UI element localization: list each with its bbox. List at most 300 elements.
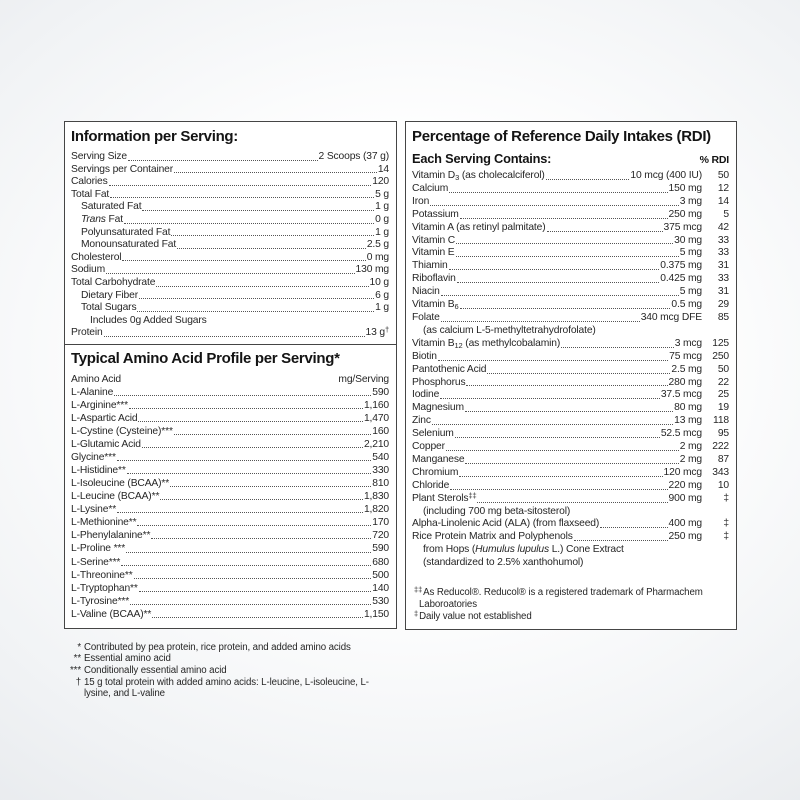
label-segment: Selenium xyxy=(412,428,454,440)
dot-leader xyxy=(446,450,679,451)
rdi-value: 25 xyxy=(717,389,729,401)
label-segment: (including 700 mg beta-sitosterol) xyxy=(423,505,571,517)
row-label xyxy=(412,209,459,222)
row-label xyxy=(412,389,439,402)
dot-leader xyxy=(134,578,372,579)
row-label xyxy=(71,608,151,621)
row-label xyxy=(81,214,123,227)
row-label xyxy=(71,399,128,412)
rdi-row xyxy=(412,196,729,209)
rdi-value: 12 xyxy=(717,182,729,194)
row-value: 250 mg xyxy=(668,208,702,220)
label-segment: Monounsaturated Fat xyxy=(81,239,177,251)
dot-leader xyxy=(126,552,371,553)
row-value: 2 mg xyxy=(679,441,702,453)
label-segment: L-Glutamic Acid xyxy=(71,439,141,451)
each-serving-label: Each Serving Contains: xyxy=(412,151,552,166)
label-segment: (as methylcobalamin) xyxy=(462,337,561,349)
row-label xyxy=(90,315,207,328)
amino-row xyxy=(71,386,389,399)
rdi-row xyxy=(412,377,729,390)
amino-panel-title: Typical Amino Acid Profile per Serving* xyxy=(71,349,340,367)
label-segment: Potassium xyxy=(412,208,459,220)
row-value: 0.425 mg xyxy=(660,273,702,285)
row-label xyxy=(81,201,141,214)
row-value: 80 mg xyxy=(674,402,702,414)
footnote-text: As Reducol®. Reducol® is a registered trademark of Pharmachem Laboroatories xyxy=(419,587,703,610)
row-label xyxy=(71,529,150,542)
amino-row xyxy=(71,503,389,516)
label-segment: 12 xyxy=(454,340,463,350)
row-value: 37.5 mcg xyxy=(660,389,702,401)
rdi-row xyxy=(412,351,729,364)
label-segment: L-Leucine (BCAA)** xyxy=(71,491,160,503)
row-value: 1,820 xyxy=(363,504,389,516)
label-segment: L-Isoleucine (BCAA)** xyxy=(71,478,170,490)
label-segment: Humulus lupulus xyxy=(475,544,550,556)
rdi-box xyxy=(405,121,737,630)
label-segment: Includes 0g Added Sugars xyxy=(90,314,207,326)
row-value: 720 xyxy=(372,530,389,542)
rdi-value: ‡ xyxy=(723,492,729,504)
label-segment: Vitamin B xyxy=(412,337,455,349)
dot-leader xyxy=(142,447,363,448)
row-label xyxy=(71,451,116,464)
label-segment: Chromium xyxy=(412,466,459,478)
left-column xyxy=(64,121,397,700)
row-label xyxy=(412,544,624,557)
rdi-row xyxy=(412,480,729,493)
dot-leader xyxy=(432,424,673,425)
percent-rdi-label: % RDI xyxy=(699,154,729,166)
row-value: 0.5 mg xyxy=(671,299,702,311)
dot-leader xyxy=(114,395,371,396)
nutrition-info-box xyxy=(64,121,397,629)
rdi-row xyxy=(412,312,729,325)
row-value: 30 mg xyxy=(674,234,702,246)
label-segment: 3 xyxy=(455,173,460,182)
rdi-panel-title: Percentage of Reference Daily Intakes (RDI) xyxy=(412,128,711,145)
dot-leader xyxy=(466,385,667,386)
footnote-text: Contributed by pea protein, rice protein, and added amino acids xyxy=(84,641,351,653)
info-row xyxy=(71,252,389,265)
rdi-row xyxy=(412,273,729,286)
row-value: 13 g† xyxy=(365,325,389,339)
footnote xyxy=(64,665,397,677)
label-segment: Serving Size xyxy=(71,151,128,162)
row-label xyxy=(412,273,456,286)
row-value: 10 g xyxy=(369,276,389,288)
info-row xyxy=(71,327,389,340)
row-value: 680 xyxy=(372,556,389,568)
rdi-row xyxy=(412,222,729,235)
dot-leader xyxy=(441,321,640,322)
dot-leader xyxy=(137,525,371,526)
dot-leader xyxy=(449,192,667,193)
amino-row xyxy=(71,425,389,438)
info-row xyxy=(71,189,389,202)
amino-column-headers xyxy=(71,373,389,386)
dot-leader xyxy=(124,223,374,224)
footnote-marker: † xyxy=(75,676,81,688)
amino-row xyxy=(71,529,389,542)
row-value: 590 xyxy=(372,543,389,555)
footnote-text: Essential amino acid xyxy=(84,653,171,665)
dot-leader xyxy=(156,286,368,287)
row-value: 6 g xyxy=(375,289,389,301)
label-segment: (as calcium L-5-methyltetrahydrofolate) xyxy=(423,324,596,336)
info-row xyxy=(71,277,389,290)
label-segment: 6 xyxy=(454,302,459,312)
info-row xyxy=(71,315,389,328)
dot-leader xyxy=(117,512,363,513)
dot-leader xyxy=(547,231,663,232)
row-label xyxy=(81,239,176,252)
rdi-row xyxy=(412,544,729,557)
amino-row xyxy=(71,477,389,490)
rdi-subheader xyxy=(412,151,729,168)
row-value: 280 mg xyxy=(668,376,702,388)
label-segment: L-Alanine xyxy=(71,386,114,398)
rdi-value: 10 xyxy=(717,479,729,491)
rdi-row xyxy=(412,557,729,570)
row-label xyxy=(71,569,133,582)
rdi-row xyxy=(412,454,729,467)
dot-leader xyxy=(561,347,674,348)
amino-col-value: mg/Serving xyxy=(338,373,389,385)
dot-leader xyxy=(138,421,363,422)
amino-row xyxy=(71,569,389,582)
rdi-value: 33 xyxy=(717,247,729,259)
row-label xyxy=(71,386,113,399)
label-segment: Zinc xyxy=(412,415,431,427)
dot-leader xyxy=(127,473,372,474)
left-footnotes xyxy=(64,642,397,700)
label-segment: L-Phenylalanine** xyxy=(71,530,151,542)
dot-leader xyxy=(177,248,366,249)
row-value: 1 g xyxy=(375,226,389,238)
label-segment: Saturated Fat xyxy=(81,201,142,213)
label-segment: Total Sugars xyxy=(81,302,137,314)
row-label xyxy=(71,477,169,490)
amino-row xyxy=(71,399,389,412)
label-segment: Glycine*** xyxy=(71,452,116,464)
rdi-row xyxy=(412,183,729,196)
row-label xyxy=(412,377,465,390)
row-value: 375 mcg xyxy=(663,221,702,233)
dot-leader xyxy=(139,591,371,592)
row-value: 340 mcg DFE xyxy=(640,311,702,323)
row-label xyxy=(71,438,141,451)
dot-leader xyxy=(104,336,365,337)
row-label xyxy=(71,582,138,595)
label-segment: Vitamin E xyxy=(412,247,455,259)
label-segment: Calories xyxy=(71,176,108,188)
dot-leader xyxy=(449,269,660,270)
row-value: 160 xyxy=(372,426,389,438)
dot-leader xyxy=(459,476,662,477)
info-row xyxy=(71,214,389,227)
amino-col-label: Amino Acid xyxy=(71,373,122,385)
info-panel-title: Information per Serving: xyxy=(71,128,238,145)
dot-leader xyxy=(117,460,371,461)
rdi-value: 42 xyxy=(717,221,729,233)
right-column xyxy=(405,121,737,700)
rdi-row xyxy=(412,490,729,506)
label-segment: Polyunsaturated Fat xyxy=(81,226,171,238)
rdi-value: 343 xyxy=(712,466,729,478)
row-value: 10 mcg (400 IU) xyxy=(630,170,702,181)
row-label xyxy=(412,196,429,209)
row-label xyxy=(412,299,459,312)
row-label xyxy=(412,260,448,273)
row-label xyxy=(412,531,573,544)
label-segment: L-Tryptophan** xyxy=(71,582,138,594)
rdi-row xyxy=(412,235,729,248)
label-segment: Trans xyxy=(81,213,109,225)
row-value: 5 mg xyxy=(679,286,702,298)
footnote-marker: * xyxy=(77,641,81,653)
row-value: 1,470 xyxy=(363,413,389,424)
value-superscript: † xyxy=(384,325,389,335)
info-row xyxy=(71,176,389,189)
row-label xyxy=(412,247,455,260)
row-label xyxy=(81,290,138,303)
label-segment: L-Methionine** xyxy=(71,517,137,529)
rdi-value: 118 xyxy=(713,415,729,427)
rdi-value: 50 xyxy=(717,363,729,375)
rdi-row xyxy=(412,247,729,260)
footnote-marker: ** xyxy=(73,653,81,665)
row-label xyxy=(412,286,440,299)
row-value: 3 mcg xyxy=(674,337,702,349)
row-value: 2,210 xyxy=(363,439,389,451)
row-value: 2 mg xyxy=(679,453,702,465)
row-value: 140 xyxy=(372,582,389,594)
row-label xyxy=(412,415,431,428)
rdi-value: 19 xyxy=(717,402,729,414)
row-value: 1,830 xyxy=(363,491,389,503)
label-segment: Calcium xyxy=(412,182,449,194)
amino-row xyxy=(71,608,389,621)
row-value: 130 mg xyxy=(355,264,389,276)
rdi-value: 85 xyxy=(717,311,729,323)
row-label xyxy=(71,151,127,164)
row-label xyxy=(412,170,545,183)
label-segment: Thiamin xyxy=(412,260,448,272)
row-label xyxy=(71,425,173,438)
label-segment: Sodium xyxy=(71,264,106,276)
rdi-value: 250 xyxy=(712,350,729,362)
rdi-value: 31 xyxy=(717,260,729,272)
label-segment: Plant Sterols xyxy=(412,492,469,504)
label-segment: Pantothenic Acid xyxy=(412,363,487,375)
rdi-value: 87 xyxy=(717,453,729,465)
dot-leader xyxy=(139,298,374,299)
amino-row xyxy=(71,451,389,464)
amino-row xyxy=(71,464,389,477)
dot-leader xyxy=(574,540,668,541)
row-value: 1 g xyxy=(375,302,389,314)
dot-leader xyxy=(457,282,660,283)
row-value: 0 mg xyxy=(366,251,389,263)
row-value: 13 mg xyxy=(674,415,702,427)
footnote-marker: ‡‡ xyxy=(414,585,423,595)
row-value: 75 mcg xyxy=(669,350,702,362)
row-value: 2.5 mg xyxy=(671,363,702,375)
rdi-value: 14 xyxy=(717,195,729,207)
row-value: 900 mg xyxy=(668,492,702,504)
row-value: 0 g xyxy=(375,213,389,225)
rdi-rows xyxy=(412,170,729,570)
row-label xyxy=(71,176,108,189)
row-label xyxy=(71,327,103,340)
info-row xyxy=(71,264,389,277)
label-segment: (standardized to 2.5% xanthohumol) xyxy=(423,557,584,569)
dot-leader xyxy=(130,604,371,605)
row-value: 2 Scoops (37 g) xyxy=(318,151,389,162)
row-label xyxy=(71,189,109,202)
rdi-row xyxy=(412,467,729,480)
info-row xyxy=(71,227,389,240)
label-segment: Rice Protein Matrix and Polyphenols xyxy=(412,531,573,543)
row-label xyxy=(71,412,137,425)
row-value: 52.5 mcg xyxy=(660,428,702,440)
row-label xyxy=(412,351,437,364)
row-label xyxy=(71,556,120,569)
rdi-row xyxy=(412,415,729,428)
row-label xyxy=(71,542,125,555)
rdi-row xyxy=(412,441,729,454)
rdi-row xyxy=(412,389,729,402)
label-segment: Fat xyxy=(108,213,123,225)
rdi-row xyxy=(412,299,729,312)
rdi-value: 31 xyxy=(717,286,729,298)
row-label xyxy=(412,490,477,506)
dot-leader xyxy=(121,565,371,566)
footnote xyxy=(64,653,397,665)
rdi-value: 125 xyxy=(712,337,729,349)
row-value: 540 xyxy=(372,452,389,464)
label-segment: Dietary Fiber xyxy=(81,289,138,301)
footnote-marker: *** xyxy=(69,664,81,676)
label-segment: L-Lysine** xyxy=(71,504,117,516)
rdi-value: 95 xyxy=(717,428,729,440)
dot-leader xyxy=(174,434,371,435)
label-segment: Total Fat xyxy=(71,188,110,200)
row-label xyxy=(412,557,583,570)
amino-row xyxy=(71,582,389,595)
label-segment: Riboflavin xyxy=(412,273,456,285)
row-label xyxy=(412,428,454,441)
row-value: 400 mg xyxy=(668,518,702,530)
label-segment: L-Histidine** xyxy=(71,465,126,477)
dot-leader xyxy=(160,499,363,500)
label-segment: Vitamin C xyxy=(412,234,456,246)
dot-leader xyxy=(129,408,363,409)
dot-leader xyxy=(128,160,318,161)
dot-leader xyxy=(170,486,371,487)
label-segment: Niacin xyxy=(412,286,440,298)
dot-leader xyxy=(142,210,374,211)
label-segment: Iron xyxy=(412,195,430,207)
dot-leader xyxy=(110,197,374,198)
label-segment: L-Proline *** xyxy=(71,543,126,555)
row-value: 3 mg xyxy=(679,195,702,207)
dot-leader xyxy=(465,463,678,464)
label-segment: Copper xyxy=(412,441,445,453)
label-segment: L-Valine (BCAA)** xyxy=(71,608,152,620)
label-segment: L-Arginine*** xyxy=(71,399,129,411)
row-value: 5 mg xyxy=(679,247,702,259)
rdi-value: 33 xyxy=(717,234,729,246)
rdi-row xyxy=(412,170,729,183)
label-segment: from Hops ( xyxy=(423,544,476,556)
dot-leader xyxy=(465,411,673,412)
rdi-value: 50 xyxy=(717,170,729,181)
dot-leader xyxy=(122,260,365,261)
rdi-value: 29 xyxy=(717,299,729,311)
row-value: 1,150 xyxy=(363,608,389,620)
rdi-row xyxy=(412,338,729,351)
row-label xyxy=(71,277,155,290)
label-segment: L-Cystine (Cysteine)*** xyxy=(71,426,173,438)
row-label xyxy=(412,312,440,325)
footnote xyxy=(64,642,397,654)
amino-row xyxy=(71,438,389,451)
row-label xyxy=(81,227,170,240)
row-value: 2.5 g xyxy=(366,239,389,251)
row-value: 120 xyxy=(372,176,389,188)
footnote-text: 15 g total protein with added amino acids: L-leucine, L-isoleucine, L-lysine, and L-valine xyxy=(84,676,369,700)
dot-leader xyxy=(487,373,670,374)
dot-leader xyxy=(450,489,667,490)
row-value: 1 g xyxy=(375,201,389,213)
footnote-text: Daily value not established xyxy=(419,610,532,622)
label-segment: Iodine xyxy=(412,389,440,401)
dot-leader xyxy=(546,179,630,180)
label-segment: Biotin xyxy=(412,350,437,362)
row-label xyxy=(412,235,455,248)
rdi-footnote xyxy=(412,587,729,611)
dot-leader xyxy=(460,218,668,219)
row-label xyxy=(71,503,116,516)
footnote-text: Conditionally essential amino acid xyxy=(84,664,227,676)
rdi-row xyxy=(412,402,729,415)
label-segment: Vitamin B xyxy=(412,299,455,311)
row-label xyxy=(412,325,596,338)
row-label xyxy=(412,222,546,235)
row-value: 5 g xyxy=(375,188,389,200)
row-value: 170 xyxy=(372,517,389,529)
amino-row xyxy=(71,595,389,608)
label-segment: Folate xyxy=(412,311,440,323)
dot-leader xyxy=(109,185,372,186)
row-label xyxy=(71,264,105,277)
row-value: 150 mg xyxy=(668,182,702,194)
row-label xyxy=(71,490,159,503)
label-segment: L-Aspartic Acid xyxy=(71,413,138,424)
label-segment: L.) Cone Extract xyxy=(549,544,624,556)
row-label xyxy=(412,518,599,531)
amino-row xyxy=(71,516,389,529)
rdi-row xyxy=(412,531,729,544)
label-segment: L-Tyrosine*** xyxy=(71,595,130,607)
row-label xyxy=(81,302,136,315)
row-label xyxy=(71,164,173,177)
info-row xyxy=(71,164,389,177)
rdi-value: ‡ xyxy=(723,531,729,543)
